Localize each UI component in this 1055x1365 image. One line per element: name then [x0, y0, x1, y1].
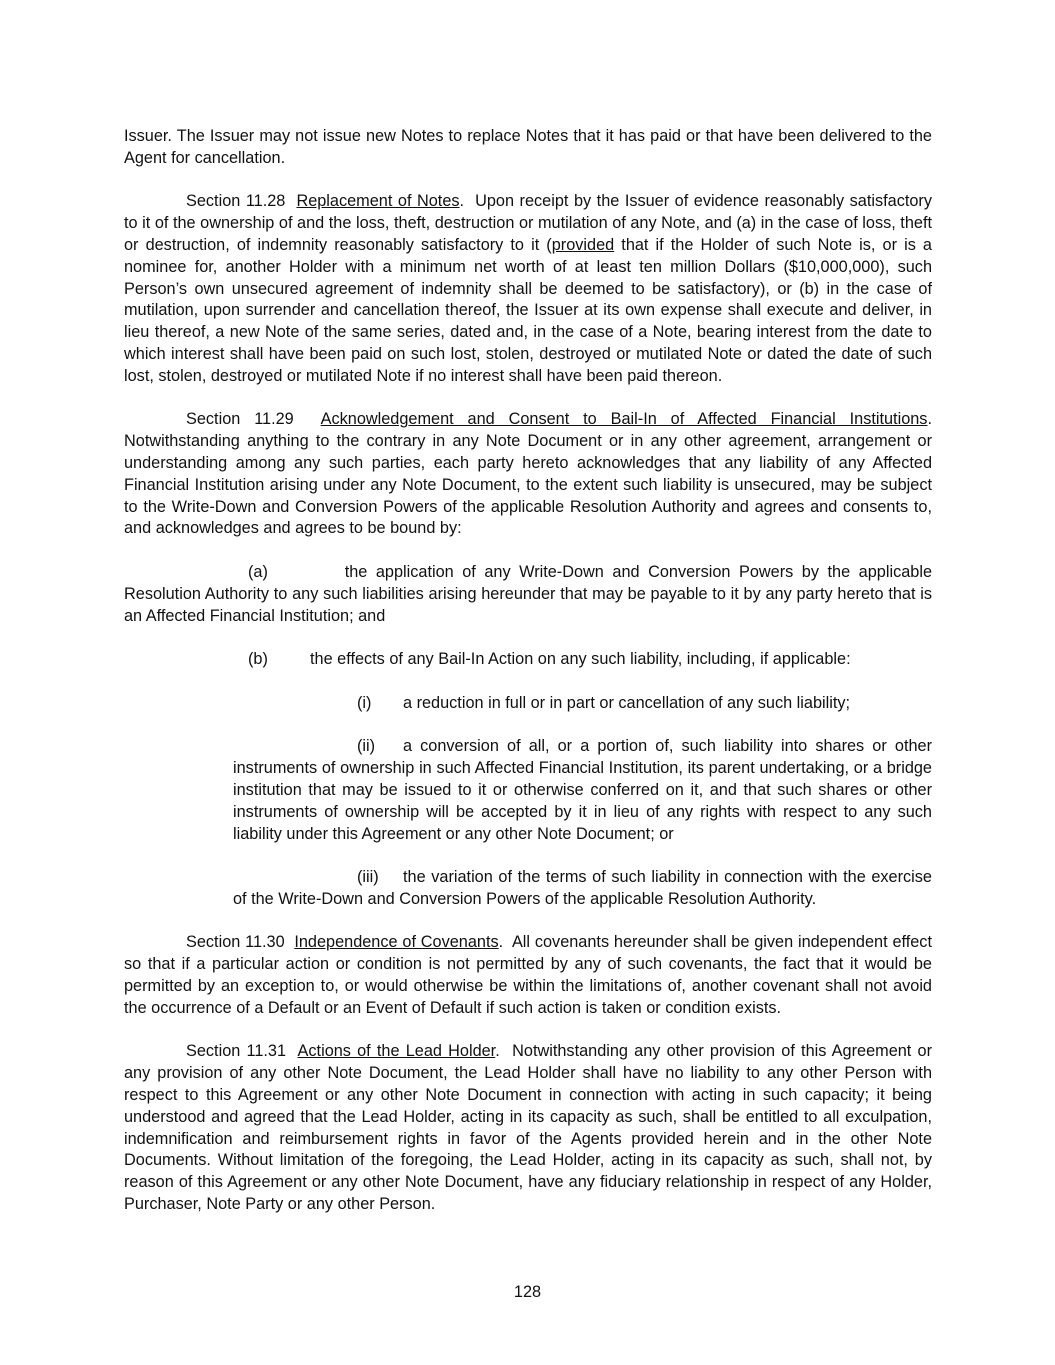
section-11-28-number: Section 11.28	[186, 192, 286, 211]
section-11-28-title: Replacement of Notes	[296, 192, 460, 211]
clause-b	[124, 649, 932, 671]
clause-iii-text: the variation of the terms of such liability in connection with the exercise of the Write-Down and Conversion Powers of the applicable Resolution Authority.	[233, 868, 932, 908]
clause-i-label: (i)	[357, 693, 372, 712]
clause-ii-text: a conversion of all, or a portion of, such liability into shares or other instruments of ownership in such Affected Financial Institution, its parent undertaking, or a bridge institution that may be issued to it or otherwise conferred on it, and that such shares or other instruments of ownership will be accepted by it in lieu of any rights with respect to any such liability under this Agreement or any other Note Document; or	[233, 737, 932, 843]
section-11-29-body: Notwithstanding anything to the contrary in any Note Document or in any other agreement, arrangement or understanding among any such parties, each party hereto acknowledges that any liability of any Affected Financial Institution arising under any Note Document, to the extent such liability is unsecured, may be subject to the Write-Down and Conversion Powers of the applicable Resolution Authority and agrees and consents to, and acknowledges and agrees to be bound by:	[124, 432, 932, 538]
section-11-31-number: Section 11.31	[186, 1042, 287, 1061]
section-11-31-title: Actions of the Lead Holder	[297, 1042, 496, 1061]
clause-ii-label: (ii)	[357, 737, 376, 756]
section-11-29: Section 11.29 Acknowledgement and Consent to Bail-In of Affected Financial Institutions. Notwithstanding anything to the contrary in any Note Document or in any other agreement, arrangement or understanding among any such parties, each party hereto acknowledges that any liability of any Affected Financial Institution arising under any Note Document, to the extent such liability is unsecured, may be subject to the Write-Down and Conversion Powers of the applicable Resolution Authority and agrees and consents to, and acknowledges and agrees to be bound by:	[124, 410, 932, 538]
clause-i	[124, 693, 932, 715]
section-11-29-number: Section 11.29	[186, 410, 294, 429]
clause-b-text: the effects of any Bail-In Action on any such liability, including, if applicable:	[310, 650, 851, 669]
intro-paragraph	[124, 126, 932, 170]
clause-a-label: (a)	[248, 562, 268, 581]
clause-i-text: a reduction in full or in part or cancellation of any such liability;	[403, 693, 851, 712]
section-11-28: Section 11.28 Replacement of Notes. Upon receipt by the Issuer of evidence reasonably satisfactory to it of the ownership of and the loss, theft, destruction or mutilation of any Note, and (a) in the case of loss, theft or destruction, of indemnity reasonably satisfactory to it (provided that if the Holder of such Note is, or is a nominee for, another Holder with a minimum net worth of at least ten million Dollars ($10,000,000), such Person’s own unsecured agreement of indemnity shall be deemed to be satisfactory), or (b) in the case of mutilation, upon surrender and cancellation thereof, the Issuer at its own expense shall execute and deliver, in lieu thereof, a new Note of the same series, dated and, in the case of a Note, bearing interest from the date to which interest shall have been paid on such lost, stolen, destroyed or mutilated Note or dated the date of such lost, stolen, destroyed or mutilated Note if no interest shall have been paid thereon.	[124, 192, 932, 385]
section-11-30-title: Independence of Covenants	[294, 933, 499, 952]
section-11-30-number: Section 11.30	[186, 933, 285, 952]
section-11-31-body: Notwithstanding any other provision of this Agreement or any provision of any other Note Document, the Lead Holder shall have no liability to any other Person with respect to this Agreement or any other Note Document in connection with acting in such capacity; it being understood and agreed that the Lead Holder, acting in its capacity as such, shall be entitled to all exculpation, indemnification and reimbursement rights in favor of the Agents provided herein and in the other Note Documents. Without limitation of the foregoing, the Lead Holder, acting in its capacity as such, shall not, by reason of this Agreement or any other Note Document, have any fiduciary relationship in respect of any Holder, Purchaser, Note Party or any other Person.	[124, 1042, 932, 1214]
provided-term: provided	[551, 235, 615, 254]
section-11-30-body: All covenants hereunder shall be given independent effect so that if a particular action or condition is not permitted by any of such covenants, the fact that it would be permitted by an exception to, or would otherwise be within the limitations of, another covenant shall not avoid the occurrence of a Default or an Event of Default if such action is taken or condition exists.	[124, 933, 932, 1017]
clause-iii	[233, 867, 932, 911]
page-number: 128	[513, 1283, 542, 1301]
section-11-28-body-a: Upon receipt by the Issuer of evidence reasonably satisfactory to it of the ownership of and the loss, theft, destruction or mutilation of any Note, and (a) in the case of loss, theft or destruction, of indemnity reasonably satisfactory to it (	[124, 192, 932, 254]
section-11-28-body-b: that if the Holder of such Note is, or is a nominee for, another Holder with a minimum net worth of at least ten million Dollars ($10,000,000), such Person’s own unsecured agreement of indemnity shall be deemed to be satisfactory), or (b) in the case of mutilation, upon surrender and cancellation thereof, the Issuer at its own expense shall execute and deliver, in lieu thereof, a new Note of the same series, dated and, in the case of a Note, bearing interest from the date to which interest shall have been paid on such lost, stolen, destroyed or mutilated Note or dated the date of such lost, stolen, destroyed or mutilated Note if no interest shall have been paid thereon.	[124, 235, 932, 385]
clause-iii-label: (iii)	[357, 868, 379, 887]
document-page	[124, 126, 932, 1216]
clause-b-label: (b)	[248, 650, 268, 669]
section-11-31: Section 11.31 Actions of the Lead Holder. Notwithstanding any other provision of this Agreement or any provision of any other Note Document, the Lead Holder shall have no liability to any other Person with respect to this Agreement or any other Note Document in connection with acting in such capacity; it being understood and agreed that the Lead Holder, acting in its capacity as such, shall be entitled to all exculpation, indemnification and reimbursement rights in favor of the Agents provided herein and in the other Note Documents. Without limitation of the foregoing, the Lead Holder, acting in its capacity as such, shall not, by reason of this Agreement or any other Note Document, have any fiduciary relationship in respect of any Holder, Purchaser, Note Party or any other Person.	[124, 1042, 932, 1214]
clause-a	[124, 562, 932, 627]
intro-text: Issuer. The Issuer may not issue new Notes to replace Notes that it has paid or that have been delivered to the Agent for cancellation.	[124, 127, 932, 167]
section-11-29-title: Acknowledgement and Consent to Bail-In of Affected Financial Institutions	[320, 410, 928, 429]
section-11-30: Section 11.30 Independence of Covenants. All covenants hereunder shall be given independent effect so that if a particular action or condition is not permitted by any of such covenants, the fact that it would be permitted by an exception to, or would otherwise be within the limitations of, another covenant shall not avoid the occurrence of a Default or an Event of Default if such action is taken or condition exists.	[124, 933, 932, 1017]
clause-a-text: the application of any Write-Down and Conversion Powers by the applicable Resolution Authority to any such liabilities arising hereunder that may be payable to it by any party hereto that is an Affected Financial Institution; and	[124, 562, 932, 625]
clause-ii	[233, 736, 932, 845]
